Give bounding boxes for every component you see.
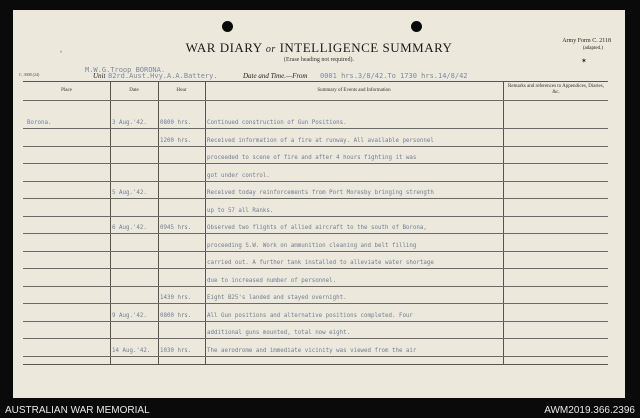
row-rule [23, 181, 608, 182]
punch-hole [222, 21, 233, 32]
row-rule [23, 146, 608, 147]
margin-mark: ❛ [60, 51, 62, 57]
header-place: Place [61, 88, 72, 93]
row-date: 14 Aug.'42. [112, 347, 151, 354]
row-rule [23, 198, 608, 199]
row-summary: The aerodrome and immediate vicinity was viewed from the air [207, 347, 417, 354]
row-place: Borona. [27, 120, 52, 126]
row-hour: 0800 hrs. [160, 120, 192, 126]
row-summary: Received today reinforcements from Port Moresby bringing strength [207, 190, 434, 196]
header-remarks: Remarks and references to Appendices, Diaries, &c. [508, 84, 604, 95]
row-date: 5 Aug.'42. [112, 190, 147, 196]
footer-accession-number: AWM2019.366.2396 [544, 405, 635, 416]
row-date: 3 Aug.'42. [112, 120, 147, 126]
form-title [13, 40, 625, 56]
row-hour: 0800 hrs. [160, 312, 192, 319]
row-summary: got under control. [207, 172, 270, 179]
punch-hole [411, 21, 422, 32]
row-summary: carried out. A further tank installed to alleviate water shortage [207, 260, 434, 266]
title-war-diary: WAR DIARY [185, 40, 263, 55]
row-summary: Eight B25's landed and stayed overnight. [207, 295, 347, 301]
diary-table [23, 81, 608, 365]
army-form-adapted: (adapted.) [582, 46, 603, 51]
row-summary: All Gun positions and alternative positions completed. Four [207, 312, 413, 319]
diary-sheet [13, 10, 625, 398]
row-rule [23, 338, 608, 339]
row-rule [23, 233, 608, 234]
header-rule [23, 100, 608, 101]
row-hour: 1430 hrs. [160, 295, 192, 301]
form-print-number: C. 3008 (24) [19, 72, 40, 77]
row-date: 6 Aug.'42. [112, 225, 147, 231]
title-intelligence-summary: INTELLIGENCE SUMMARY [279, 40, 453, 55]
army-form-label [562, 37, 611, 53]
row-summary: proceeding S.W. Work on ammunition cleaning and belt filling [207, 242, 417, 249]
header-summary: Summary of Events and Information [317, 88, 391, 93]
unit-troop: M.W.G.Troop BORONA. [85, 66, 166, 74]
header-date: Date [129, 88, 139, 93]
row-summary: additional guns mounted, total now eight. [207, 330, 351, 336]
row-date: 9 Aug.'42. [112, 312, 147, 319]
row-summary: up to 57 all Ranks. [207, 207, 274, 214]
row-summary: Continued construction of Gun Positions. [207, 120, 347, 126]
row-rule [23, 216, 608, 217]
row-summary: due to increased number of personnel. [207, 277, 337, 284]
date-label: Date and Time.—From [243, 72, 308, 80]
row-rule [23, 163, 608, 164]
row-rule [23, 251, 608, 252]
row-rule [23, 303, 608, 304]
row-summary: Observed two flights of allied aircraft to the south of Borona, [207, 225, 427, 231]
form-subtitle: (Erase heading not required). [284, 57, 354, 63]
date-value: 0001 hrs.3/8/42.To 1730 hrs.14/8/42 [320, 72, 468, 80]
footer-institution: AUSTRALIAN WAR MEMORIAL [5, 405, 150, 416]
row-rule [23, 128, 608, 129]
row-hour: 0945 hrs. [160, 225, 192, 231]
row-summary: proceeded to scene of fire and after 4 hours fighting it was [207, 155, 417, 161]
row-summary: Received information of a fire at runway. All available personnel [207, 137, 434, 144]
row-hour: 1200 hrs. [160, 137, 192, 144]
army-form-number: Army Form C. 2118 [562, 38, 611, 44]
row-rule [23, 321, 608, 322]
row-rule [23, 356, 608, 357]
row-rule [23, 268, 608, 269]
row-rule [23, 286, 608, 287]
star-mark-icon: ✶ [581, 57, 587, 65]
header-hour: Hour [176, 88, 187, 93]
title-or: or [265, 44, 276, 55]
unit-label: Unit [93, 72, 106, 80]
row-hour: 1030 hrs. [160, 347, 192, 354]
unit-value: 82rd.Aust.Hvy.A.A.Battery. [108, 72, 218, 80]
